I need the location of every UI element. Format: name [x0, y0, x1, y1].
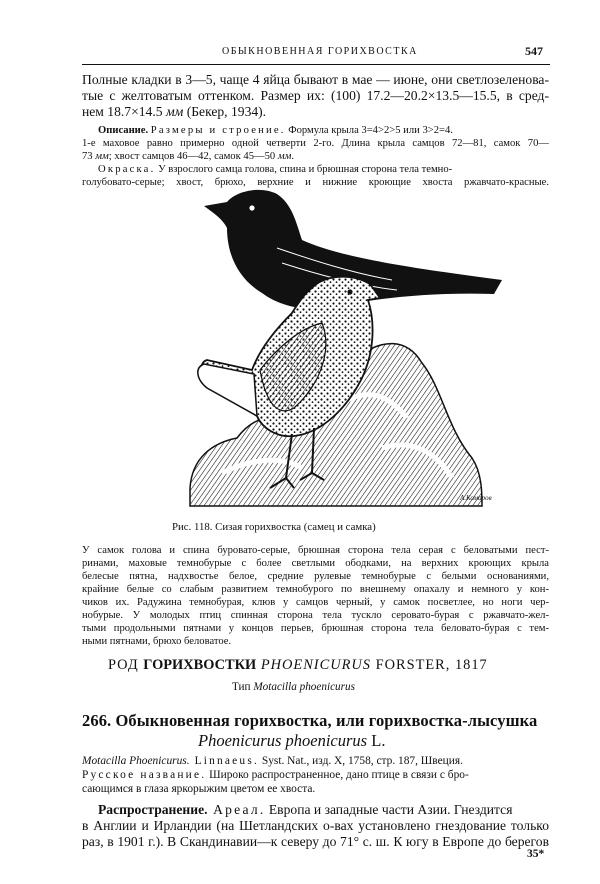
description-line-5: голубовато-серые; хвост, брюхо, верхние и нижние кроющие хвоста ржавчато-красные. — [82, 177, 549, 188]
female-desc-line-4: крайние белые со слабым развитием темнобурого по внешнему опахалу и немного у кон- — [82, 584, 549, 595]
page-number: 547 — [525, 44, 543, 58]
para1-citation: (Бекер, 1934). — [183, 104, 267, 119]
species-heading: 266. Обыкновенная горихвостка, или горихвостка-лысушка — [82, 711, 538, 730]
description-label: Описание. — [98, 125, 149, 136]
type-species: Motacilla phoenicurus — [253, 681, 355, 693]
female-desc-line-1: У самок голова и спина буровато-серые, брюшная сторона тела серая с беловатыми пест- — [82, 545, 549, 556]
female-desc-line-7: тыми продольными пятнами у концов перьев, брюшная сторона тела беловато-бурая с тем- — [82, 623, 549, 634]
distribution-label: Распространение. — [98, 802, 208, 817]
distribution-line-3: раз, в 1901 г.). В Скандинавии—к северу до 71° с. ш. К югу в Европе до берегов — [82, 834, 549, 849]
para1-text: нем 18.7×14.5 — [82, 104, 166, 119]
desc-text-a: 73 — [82, 151, 96, 162]
bird-illustration — [182, 188, 515, 511]
female-desc-line-6: нобурые. У молодых птиц спинная сторона тела тускло серовато-бурая с ржавчато-жел- — [82, 610, 549, 621]
range-subheading: Ареал. — [207, 802, 266, 817]
distribution-line-1 — [98, 802, 512, 818]
species-latin-line — [198, 731, 385, 751]
unit-mm: мм — [95, 151, 109, 162]
genus-name: ГОРИХВОСТКИ — [143, 657, 257, 673]
genus-author: FORSTER, 1817 — [370, 657, 488, 673]
description-line-1 — [98, 124, 453, 137]
description-subheading-structure: Размеры и строение. — [150, 125, 286, 136]
type-label: Тип — [232, 681, 254, 693]
synonym-reference: Syst. Nat., изд. X, 1758, стр. 187, Швеция. — [259, 755, 463, 767]
desc-text-b: ; хвост самцов 46—42, самок 45—50 — [108, 151, 278, 162]
distribution-text: Европа и западные части Азии. Гнездится — [265, 802, 513, 817]
genus-type-line — [232, 681, 355, 693]
unit-mm: мм — [165, 104, 184, 119]
species-author: L. — [367, 731, 386, 750]
figure-caption: Рис. 118. Сизая горихвостка (самец и самка) — [172, 521, 376, 533]
running-title: ОБЫКНОВЕННАЯ ГОРИХВОСТКА — [222, 46, 418, 57]
genus-latin: PHOENICURUS — [256, 657, 371, 673]
para1-line-2: тые с желтоватым оттенком. Размер их: (100) 17.2—20.2×13.5—15.5, в сред- — [82, 88, 549, 103]
synonymy-line-1 — [82, 755, 463, 768]
female-desc-line-2: ринами, маховые темнобурые с более светлыми ободками, на верхних кроющих крыла — [82, 558, 549, 569]
unit-mm: мм — [277, 151, 292, 162]
para1-line-3 — [82, 104, 266, 120]
synonym-name: Motacilla Phoenicurus. — [82, 755, 190, 767]
artist-signature: A.Комаров — [460, 494, 492, 502]
russian-name-text: Широко распространенное, дано птице в связи с бро- — [206, 769, 469, 781]
desc-text-c: . — [291, 151, 295, 162]
genus-prefix: РОД — [108, 657, 144, 673]
female-desc-line-5: чиков их. Радужина темнобурая, клюв у самцов черный, у самок посветлее, но ноги чер- — [82, 597, 549, 608]
genus-heading — [108, 657, 488, 674]
synonym-author: Linnaeus. — [189, 755, 260, 767]
species-latin-name: Phoenicurus phoenicurus — [198, 731, 368, 750]
female-desc-line-3: белесые пятна, надхвостье белое, средние рулевые темнобурые с белыми основаниями, — [82, 571, 549, 582]
description-line-3 — [82, 150, 294, 163]
description-color-text: У взрослого самца голова, спина и брюшная сторона тела темно- — [155, 164, 453, 175]
russian-name-subheading: Русское название. — [82, 769, 207, 781]
female-desc-line-8: ными пятнами, брюхо беловатое. — [82, 636, 232, 647]
description-wing-formula: Формула крыла 3=4>2>5 или 3>2=4. — [285, 125, 453, 136]
signature-mark: 35* — [527, 848, 545, 860]
distribution-line-2: в Англии и Ирландии (на Шетландских о-вах установлено гнездование только — [82, 818, 549, 833]
description-line-4 — [98, 163, 452, 176]
description-line-2: 1-е маховое равно примерно одной четверти 2-го. Длина крыла самцов 72—81, самок 70— — [82, 138, 549, 149]
male-eye — [249, 205, 254, 210]
para1-line-1: Полные кладки в 3—5, чаще 4 яйца бывают в мае — июне, они светлозеленова- — [82, 72, 549, 87]
synonymy-line-2 — [82, 769, 469, 782]
description-subheading-color: Окраска. — [98, 164, 156, 175]
synonymy-line-3: сающимся в глаза яркорыжим цветом ее хвоста. — [82, 783, 316, 795]
female-eye — [347, 289, 352, 294]
header-rule — [82, 64, 550, 65]
